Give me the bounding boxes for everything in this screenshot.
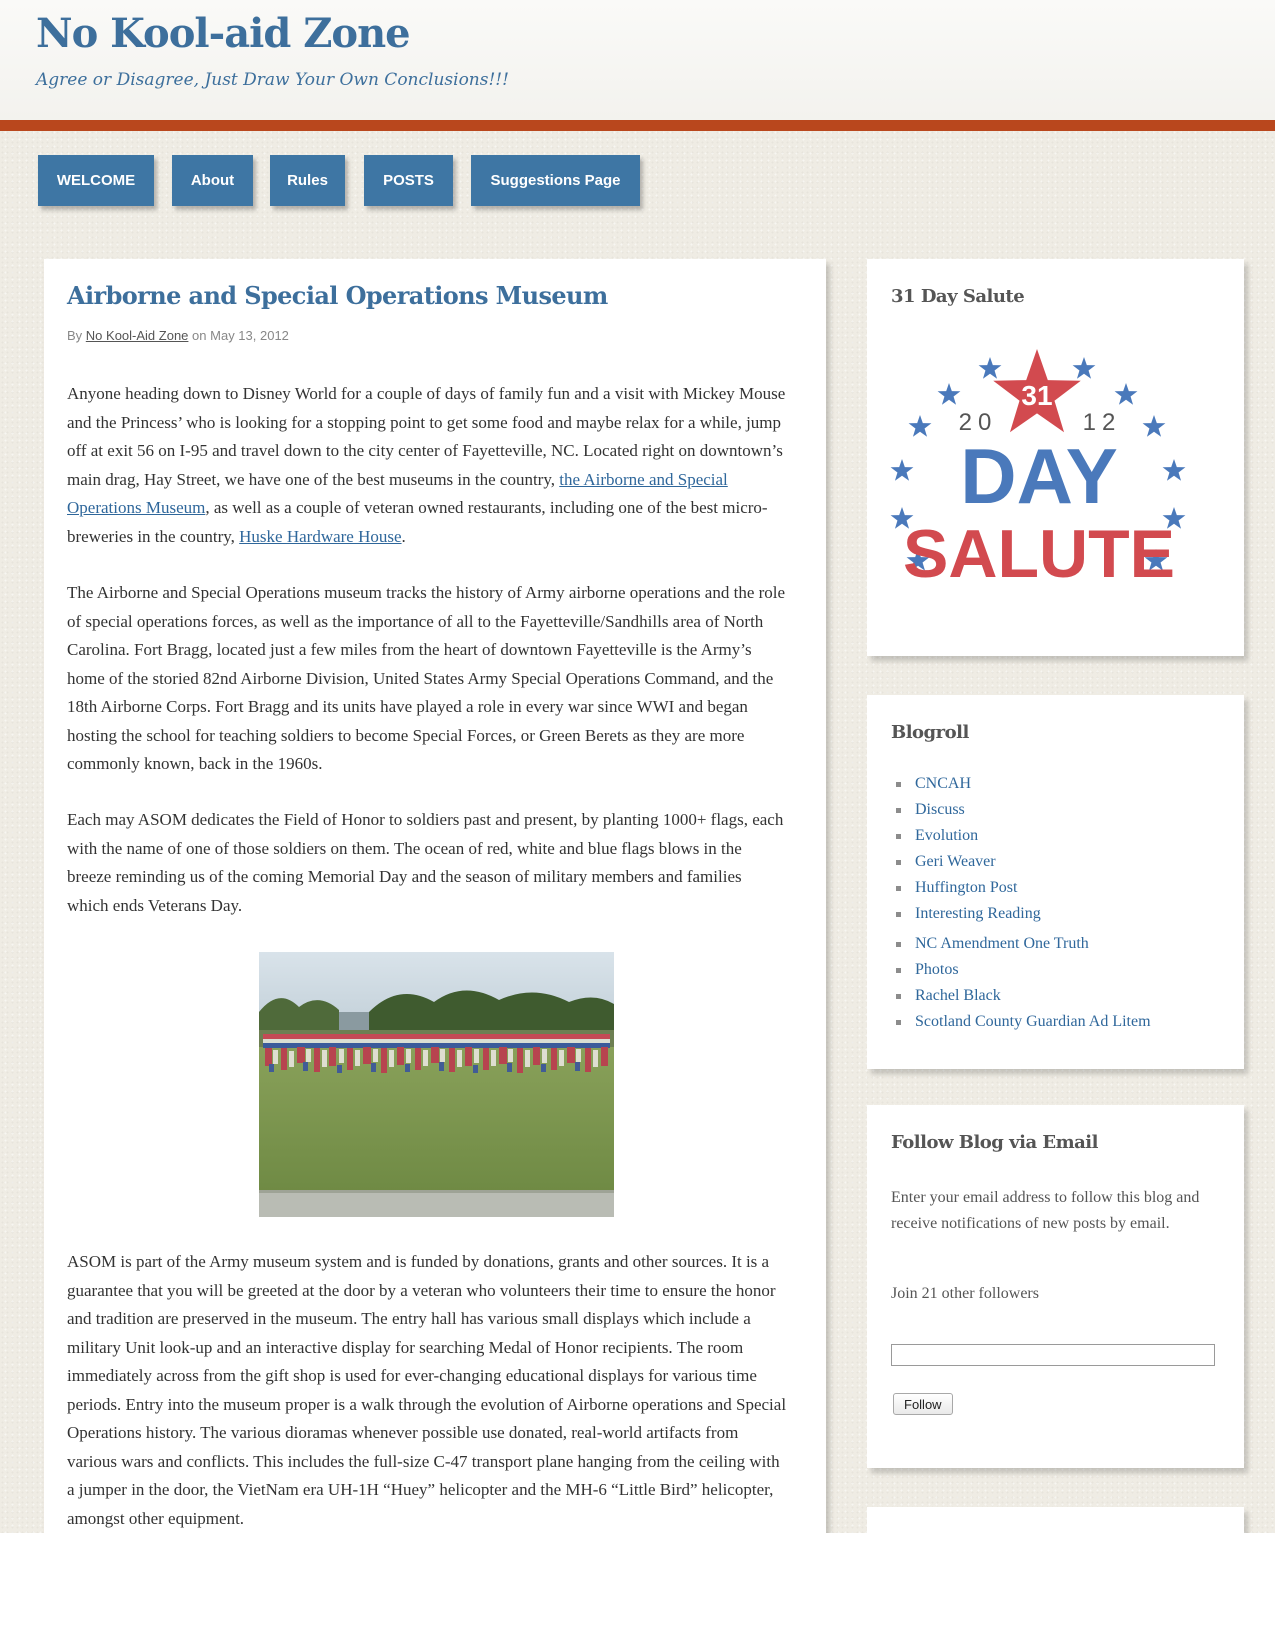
site-header [0,0,1275,120]
blogroll-link-scotland-county[interactable]: Scotland County Guardian Ad Litem [891,1013,1151,1039]
follow-widget [867,1105,1244,1468]
post-meta [67,328,289,343]
post-meta-on: on [192,328,207,343]
post-author-link[interactable]: No Kool-Aid Zone [85,328,189,343]
blogroll-link-nc-amendment[interactable]: NC Amendment One Truth [891,935,1151,961]
salute-badge-image[interactable] [886,345,1196,595]
post-paragraph-1-text-a: Anyone heading down to Disney World for a couple of days of family fun and a visit with Mickey Mouse and the Princess’ who is looking for a stopping point to get some food and maybe relax for a while, jump off at exit 56 on I-95 and travel down to the city center of Fayetteville, NC. Located right on downtown’s main drag, Hay Street, we have one of the best museums in the country, [67,384,786,489]
nav-item-welcome[interactable]: WELCOME [38,155,154,206]
post-paragraph-1 [67,380,787,551]
airborne-museum-link[interactable]: the Airborne and Special Operations Museum [67,469,728,517]
post-paragraph-4: ASOM is part of the Army museum system and is funded by donations, grants and other sources. It is a guarantee that you will be greeted at the door by a veteran who volunteers their time to ensure the honor and tradition are preserved in the museum. The entry hall has various small displays which include a military Unit look-up and an interactive display for searching Medal of Honor recipients. The room immediately across from the gift shop is used for ever-changing educational displays for various time periods. Entry into the museum proper is a walk through the evolution of Airborne operations and Special Operations history. The various dioramas whenever possible use donated, real-world artifacts from various wars and conflicts. This includes the full-size C-47 transport plane hanging from the ceiling with a jumper in the door, the VietNam era UH-1H “Huey” helicopter and the MH-6 “Little Bird” helicopter, amongst other equipment. [67,1252,787,1528]
field-of-honor-photo[interactable] [259,952,614,1217]
post-meta-by: By [67,328,83,343]
nav-item-posts[interactable]: POSTS [364,155,453,206]
post-paragraph-3: Each may ASOM dedicates the Field of Honor to soldiers past and present, by planting 1000+ flags, each with the name of one of those soldiers on them. The ocean of red, white and blue flags blows in the breeze reminding us of the coming Memorial Day and the season of military members and families which ends Veterans Day. [67,810,784,915]
nav-item-suggestions[interactable]: Suggestions Page [471,155,640,206]
follow-button[interactable]: Follow [893,1393,953,1415]
follow-description: Enter your email address to follow this blog and receive notifications of new posts by email. [891,1189,1200,1232]
blogroll-link-rachel-black[interactable]: Rachel Black [891,987,1151,1013]
nav-item-about[interactable]: About [172,155,253,206]
blogroll-link-interesting-reading[interactable]: Interesting Reading [891,905,1151,935]
badge-word-day: DAY [960,432,1118,520]
blogroll-link-evolution[interactable]: Evolution [891,827,1151,853]
email-input[interactable] [891,1344,1215,1366]
flags-photo-graphic [259,952,614,1217]
salute-badge-graphic [886,345,1196,595]
post-date: May 13, 2012 [210,328,289,343]
salute-widget-title: 31 Day Salute [891,286,1025,307]
nav-item-rules[interactable]: Rules [270,155,345,206]
post-title[interactable]: Airborne and Special Operations Museum [67,281,608,310]
follow-title: Follow Blog via Email [891,1132,1098,1153]
blogroll-widget [867,695,1244,1069]
post-paragraph-1-text-c: . [401,526,406,546]
post-paragraph-2: The Airborne and Special Operations museum tracks the history of Army airborne operations and the role of special operations forces, as well as the importance of all to the Fayetteville/Sandhills area of North Carolina. Fort Bragg, located just a few miles from the heart of downtown Fayetteville is the Army’s home of the storied 82nd Airborne Division, United States Army Special Operations Command, and the 18th Airborne Corps. Fort Bragg and its units have played a role in every war since WWI and began hosting the school for teaching soldiers to become Special Forces, or Green Berets as they are more commonly known, back in the 1960s. [67,583,786,773]
badge-year-left: 20 [958,409,998,436]
blogroll-link-cncah[interactable]: CNCAH [891,775,1151,801]
follower-count: Join 21 other followers [891,1285,1039,1302]
blogroll-link-huffington-post[interactable]: Huffington Post [891,879,1151,905]
site-tagline: Agree or Disagree, Just Draw Your Own Conclusions!!! [36,70,509,90]
header-divider [0,120,1275,131]
site-title[interactable]: No Kool-aid Zone [36,10,410,57]
huske-hardware-link[interactable]: Huske Hardware House [239,526,402,546]
salute-widget [867,259,1244,656]
badge-word-salute: SALUTE [903,516,1175,592]
blogroll-list [891,775,1151,1039]
badge-year-right: 12 [1082,409,1122,436]
blogroll-link-geri-weaver[interactable]: Geri Weaver [891,853,1151,879]
blogroll-link-discuss[interactable]: Discuss [891,801,1151,827]
blogroll-title: Blogroll [891,722,969,743]
blogroll-link-photos[interactable]: Photos [891,961,1151,987]
post-paragraph-1-text-b: , as well as a couple of veteran owned restaurants, including one of the best micro-breweries in the country, [67,498,768,546]
post-article [44,259,826,1533]
next-widget [867,1507,1244,1533]
badge-number: 31 [1021,380,1053,411]
